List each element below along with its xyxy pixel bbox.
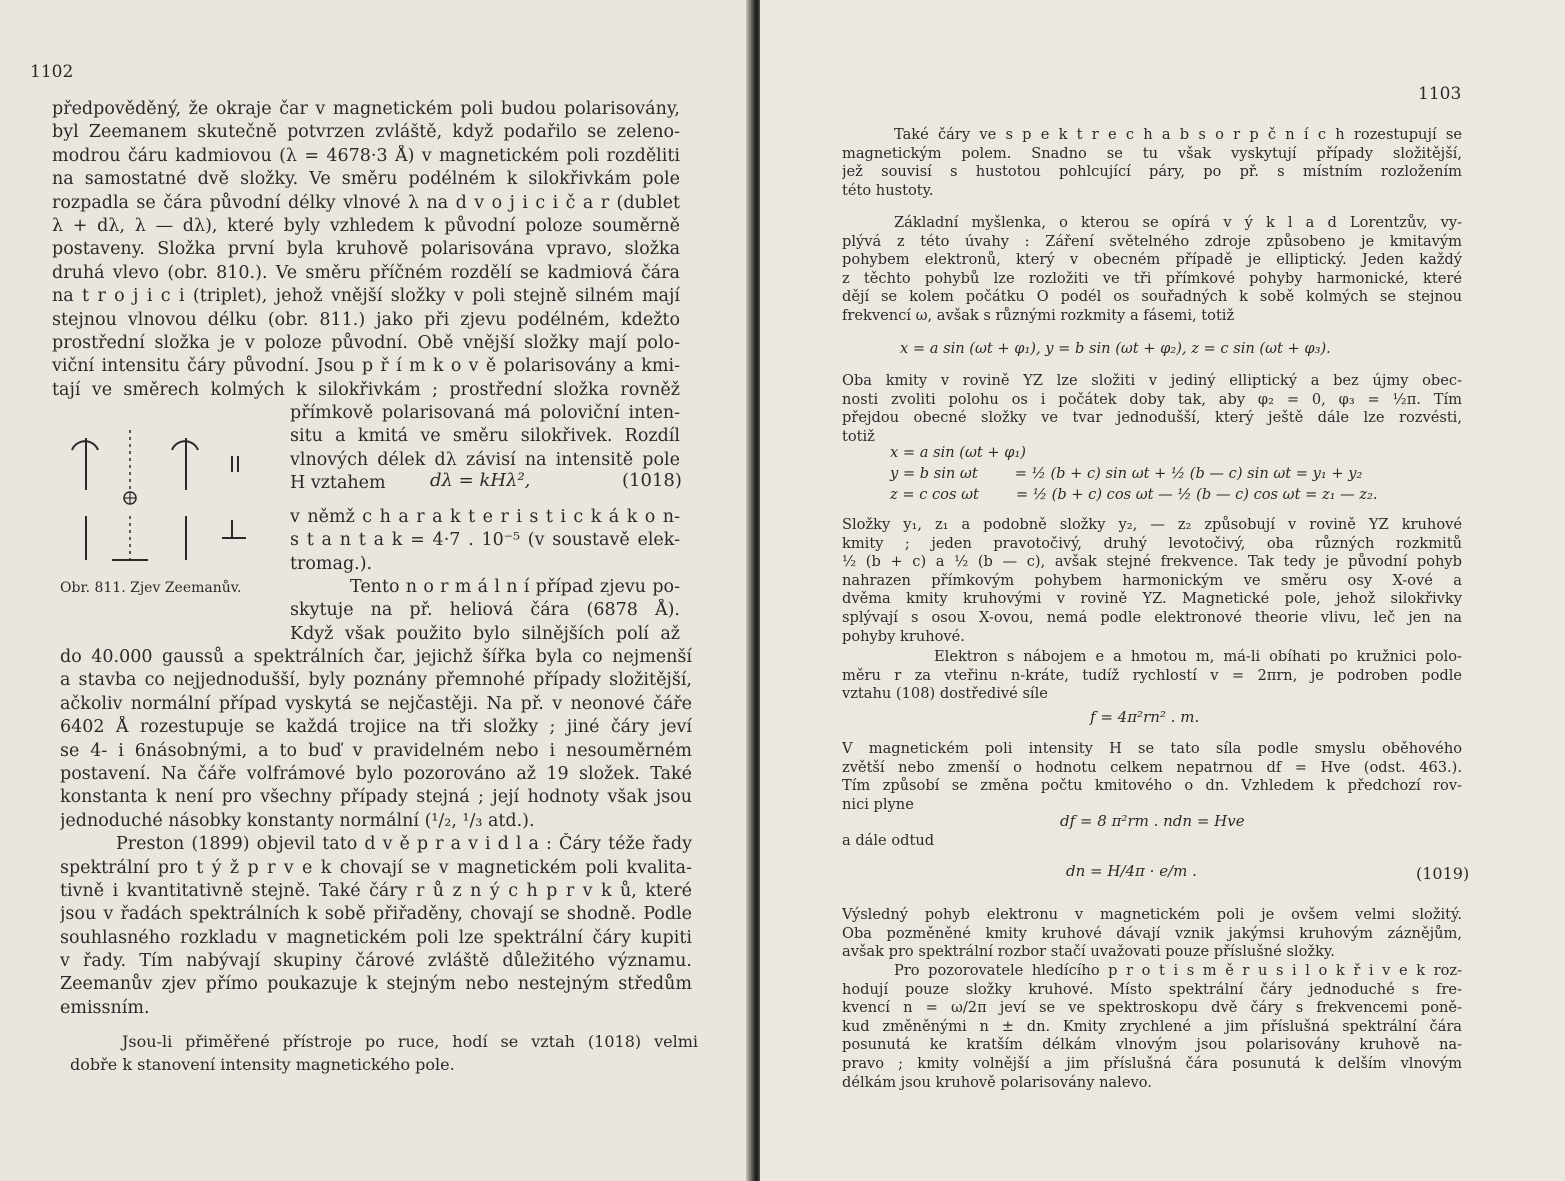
text-line: 6402 Å rozestupuje se každá trojice na tři složky ; jiné čáry jeví	[60, 717, 692, 738]
paragraph-block	[52, 98, 680, 402]
text-line: dějí se kolem počátku O podél os souřadných k sobě kolmých se stejnou	[842, 288, 1462, 306]
text-line: totiž	[842, 427, 875, 445]
text-line: a dále odtud	[842, 832, 935, 849]
text-line: Oba pozměněné kmity kruhové dávají vznik jakýmsi kruhovým záznějům,	[842, 924, 1462, 942]
text-line: Preston (1899) objevil tato d v ě p r a v i d l a : Čáry téže řady	[116, 834, 692, 855]
text-line: Tím způsobí se změna počtu kmitového o dn. Vzhledem k předchozí rov-	[842, 777, 1462, 795]
text-line: posunutá ke kratším délkám vlnovým jsou polarisovány kruhově na-	[842, 1036, 1462, 1054]
text-line: na t r o j i c i (triplet), jehož vnější složky v poli stejně silném mají	[52, 286, 680, 307]
text-line: dvěma kmity kruhovými v rovině YZ. Magnetické pole, jehož silokřivky	[842, 590, 1462, 608]
text-line: H vztahem	[290, 473, 386, 494]
text-line: ačkoliv normální případ vyskytá se nejčastěji. Na př. v neonové čáře	[60, 693, 692, 714]
text-line: v němž c h a r a k t e r i s t i c k á k o n-	[290, 507, 680, 527]
text-line: tromag.).	[290, 553, 373, 574]
text-line: splývají s osou X-ovou, nemá podle elektronové theorie vlivu, leč jen na	[842, 608, 1462, 626]
text-line: spektrální pro t ý ž p r v e k chovají se v magnetickém poli kvalita-	[60, 857, 692, 878]
text-line: Také čáry ve s p e k t r e c h a b s o r p č n í c h rozestupují se	[894, 126, 1462, 143]
text-line: rozpadla se čára původní délky vlnové λ na d v o j i c i č a r (dublet	[52, 192, 680, 213]
page-number: 1103	[1418, 84, 1462, 104]
text-line: jež souvisí s hustotou pohlcující páry, po př. s místním rozložením	[842, 163, 1462, 181]
equation-system	[890, 444, 1450, 507]
text-line: stejnou vlnovou délku (obr. 811.) jako při zjevu podélném, kdežto	[52, 309, 680, 330]
text-line: magnetickým polem. Snadno se tu však vyskytují případy složitější,	[842, 144, 1462, 162]
text-line: postaveny. Složka první byla kruhově polarisována vpravo, složka	[52, 239, 680, 260]
text-line: kvencí n = ω/2π jeví se ve spektroskopu dvě čáry s frekvencemi poně-	[842, 999, 1462, 1017]
text-line: byl Zeemanem skutečně potvrzen zvláště, když podařilo se zeleno-	[52, 122, 680, 143]
text-line: Když však použito bylo silnějších polí až	[290, 623, 680, 644]
text-line: s t a n t a k = 4·7 . 10⁻⁵ (v soustavě elek-	[290, 530, 680, 551]
text-line: jednoduché násobky konstanty normální (¹/₂, ¹/₃ atd.).	[60, 810, 535, 831]
text-line: konstanta k není pro všechny případy stejná ; její hodnoty však jsou	[60, 787, 692, 808]
text-line: Oba kmity v rovině YZ lze složiti v jediný elliptický a bez újmy obec-	[842, 372, 1462, 389]
text-line: plývá z této úvahy : Záření světelného zdroje způsobeno je kmitavým	[842, 232, 1462, 250]
paragraph-block	[60, 646, 692, 1020]
paragraph-block	[290, 506, 680, 576]
text-line: Tento n o r m á l n í případ zjevu po-	[350, 577, 680, 597]
text-line: pohyby kruhové.	[842, 627, 965, 645]
equation-line: y = b sin ωt = ½ (b + c) sin ωt + ½ (b — c) sin ωt = y₁ + y₂	[890, 465, 1363, 482]
text-line: druhá vlevo (obr. 810.). Ve směru příčném rozdělí se kadmiová čára	[52, 262, 680, 283]
text-line: postavení. Na čáře volfrámové bylo pozorováno až 19 složek. Také	[60, 763, 692, 784]
text-line: vztahu (108) dostředivé síle	[842, 685, 1048, 703]
text-line: Složky y₁, z₁ a podobně složky y₂, — z₂ způsobují v rovině YZ kruhové	[842, 516, 1462, 533]
text-line: souhlasného rozkladu v magnetickém poli lze spektrální čáry kupiti	[60, 927, 692, 948]
text-line: zvětší nebo zmenší o hodnotu celkem nepatrnou df = Hve (odst. 463.).	[842, 758, 1462, 776]
text-line: dobře k stanovení intensity magnetického pole.	[70, 1055, 455, 1075]
text-line: přejdou obecné složky ve tvar jednodušší, který ještě dále lze rozvésti,	[842, 409, 1462, 427]
paragraph-block	[842, 126, 1462, 200]
text-line: vlnových délek dλ závisí na intensitě pole	[290, 449, 680, 470]
page-number: 1102	[30, 62, 74, 82]
text-line: Pro pozorovatele hledícího p r o t i s m ě r u s i l o k ř i v e k roz-	[894, 962, 1462, 979]
text-line: pohybem elektronů, který v obecném případě je elliptický. Jeden každý	[842, 251, 1462, 269]
figure-caption: Obr. 811. Zjev Zeemanův.	[60, 580, 242, 596]
text-line: avšak pro spektrální rozbor stačí uvažovati pouze příslušné složky.	[842, 943, 1335, 961]
paragraph-block	[842, 516, 1462, 646]
text-line: nosti zvoliti polohu os i počátek doby tak, aby φ₂ = 0, φ₃ = ½π. Tím	[842, 390, 1462, 408]
equation: df = 8 π²rm . ndn = Hve	[1060, 812, 1245, 830]
equation-1018: dλ = kHλ²,	[430, 470, 531, 491]
text-line: Základní myšlenka, o kterou se opírá v ý k l a d Lorentzův, vy-	[894, 214, 1462, 231]
paragraph-block	[70, 1030, 698, 1077]
equation: x = a sin (ωt + φ₁), y = b sin (ωt + φ₂), z = c sin (ωt + φ₃).	[900, 340, 1331, 357]
text-line: frekvencí ω, avšak s různými rozkmity a fásemi, totiž	[842, 306, 1235, 324]
text-line: modrou čáru kadmiovou (λ = 4678·3 Å) v magnetickém poli rozděliti	[52, 145, 680, 166]
text-line: kud změněnými n ± dn. Kmity zrychlené a jim příslušná spektrální čára	[842, 1017, 1462, 1035]
text-line: Výsledný pohyb elektronu v magnetickém poli je ovšem velmi složitý.	[842, 906, 1462, 923]
text-line: prostřední složka je v poloze původní. Obě vnější složky mají polo-	[52, 332, 680, 353]
text-line: této hustoty.	[842, 181, 934, 199]
equation-line: z = c cos ωt = ½ (b + c) cos ωt — ½ (b — c) cos ωt = z₁ — z₂.	[890, 486, 1378, 503]
text-line: v řady. Tím nabývají skupiny čárové zvláště důležitého významu.	[60, 951, 692, 972]
paragraph-block	[290, 576, 680, 646]
equation-line: x = a sin (ωt + φ₁)	[890, 444, 1026, 461]
text-line: měru r za vteřinu n-kráte, tudíž rychlostí v = 2πrn, je podroben podle	[842, 666, 1462, 684]
text-line: tivně i kvantitativně stejně. Také čáry r ů z n ý c h p r v k ů, které	[60, 880, 692, 901]
paragraph-block	[842, 740, 1462, 814]
text-line: ½ (b + c) a ½ (b — c), avšak stejné frekvence. Tak tedy je původní pohyb	[842, 553, 1462, 571]
paragraph-block	[842, 962, 1462, 1092]
text-line: kmity ; jeden pravotočivý, druhý levotočivý, oba různých rozkmitů	[842, 534, 1462, 552]
text-line: a stavba co nejjednodušší, byly poznány přemnohé případy složitější,	[60, 670, 692, 691]
text-line: nahrazen přímkovým pohybem harmonickým ve směru osy X-ové a	[842, 571, 1462, 589]
paragraph-block	[842, 906, 1462, 962]
text-line: viční intensitu čáry původní. Jsou p ř í m k o v ě polarisovány a kmi-	[52, 356, 680, 377]
text-line: na samostatné dvě složky. Ve směru podélném k silokřivkám pole	[52, 169, 680, 190]
text-line: se 4- i 6násobnými, a to buď v pravidelném nebo i nesouměrném	[60, 740, 692, 761]
right-page	[760, 0, 1565, 1181]
text-line: pravo ; kmity volnější a jim příslušná čára posunutá k delším vlnovým	[842, 1054, 1462, 1072]
text-line: předpověděný, že okraje čar v magnetickém poli budou polarisovány,	[52, 99, 680, 119]
text-line: přímkově polarisovaná má poloviční inten-	[290, 403, 680, 423]
text-line: tají ve směrech kolmých k silokřivkám ; prostřední složka rovněž	[52, 379, 680, 400]
text-line: z těchto pohybů lze rozložiti ve tři přímkové pohyby harmonické, které	[842, 269, 1462, 287]
equation: f = 4π²rn² . m.	[1090, 708, 1200, 726]
text-line: V magnetickém poli intensity H se tato síla podle smyslu oběhového	[842, 740, 1462, 757]
text-line: emissním.	[60, 997, 150, 1018]
text-line: hodují pouze složky kruhové. Místo spektrální čáry jednoduché s fre-	[842, 980, 1462, 998]
paragraph-block	[842, 372, 1462, 446]
text-line: Elektron s nábojem e a hmotou m, má-li obíhati po kružnici polo-	[934, 648, 1462, 665]
text-line: jsou v řadách spektrálních k sobě přiřaděny, chovají se shodně. Podle	[60, 904, 692, 925]
text-line: skytuje na př. heliová čára (6878 Å).	[290, 600, 680, 621]
paragraph-block	[842, 214, 1462, 326]
equation-number: (1018)	[622, 470, 682, 491]
text-line: situ a kmitá ve směru silokřivek. Rozdíl	[290, 426, 680, 447]
text-line: do 40.000 gaussů a spektrálních čar, jejichž šířka byla co nejmenší	[60, 647, 692, 667]
zeeman-figure-811	[62, 420, 282, 600]
equation-1019: dn = H/4π · e/m .	[1066, 862, 1197, 880]
left-page	[0, 0, 752, 1181]
text-line: nici plyne	[842, 795, 914, 813]
text-line: Zeemanův zjev přímo poukazuje k stejným nebo nestejným středům	[60, 974, 692, 995]
text-line: λ + dλ, λ — dλ), které byly vzhledem k původní poloze souměrně	[52, 215, 680, 236]
text-line: délkám jsou kruhově polarisovány nalevo.	[842, 1073, 1152, 1091]
paragraph-block	[842, 648, 1462, 704]
text-line: Jsou-li přiměřené přístroje po ruce, hodí se vztah (1018) velmi	[122, 1032, 698, 1051]
equation-number: (1019)	[1416, 864, 1470, 883]
